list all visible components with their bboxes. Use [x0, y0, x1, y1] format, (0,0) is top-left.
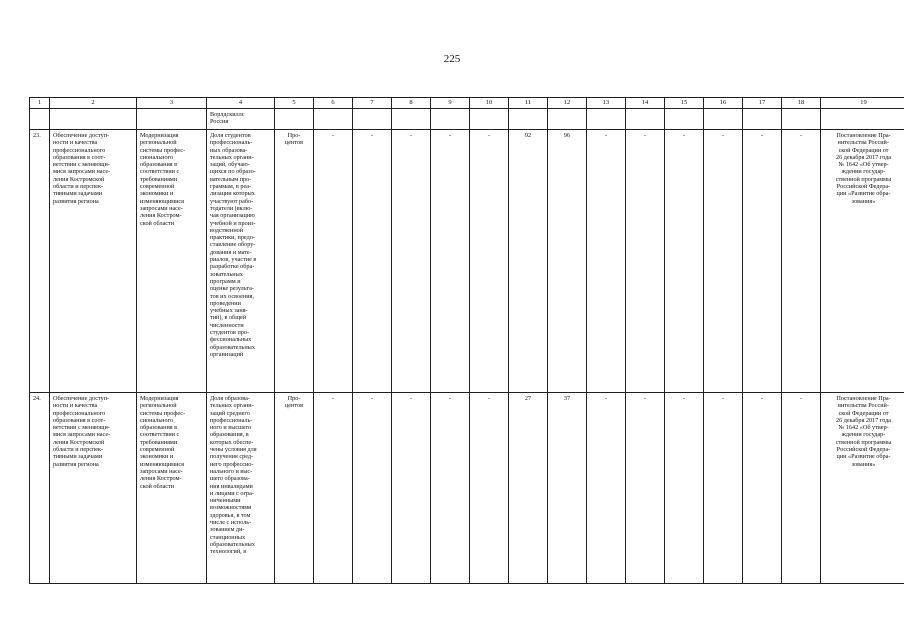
column-header: 9: [431, 98, 470, 109]
value-cell: -: [782, 393, 821, 584]
column-header: 19: [821, 98, 904, 109]
column-header: 3: [137, 98, 207, 109]
value-cell: -: [782, 130, 821, 393]
column-header: 17: [743, 98, 782, 109]
column-header: 8: [392, 98, 431, 109]
unit-cell: Про- центов: [275, 130, 314, 393]
value-cell: 27: [509, 393, 548, 584]
task-cell: Обеспечение доступ- ности и качества профессионального образования в соот- ветствии с меняющи- мися запросами насе- ления Костромской области и перспек- тивными задачами развития региона: [50, 393, 137, 584]
event-cell: Модернизация региональной системы профес- сионального образования в соответствии с требованиями современной экономики и изменяющимися запросами насе- ления Костром- ской области: [137, 130, 207, 393]
value-cell: -: [470, 130, 509, 393]
page-number: 225: [443, 53, 461, 65]
column-header: 4: [207, 98, 275, 109]
value-cell: -: [392, 393, 431, 584]
event-cell: Модернизация региональной системы профес- сионального образования в соответствии с требованиями современной экономики и изменяющимися запросами насе- ления Костром- ской области: [137, 393, 207, 584]
row-number: 23.: [30, 130, 50, 393]
value-cell: -: [665, 393, 704, 584]
table-row: [30, 393, 904, 584]
table-row: [30, 130, 904, 393]
row-number: 24.: [30, 393, 50, 584]
column-header: 5: [275, 98, 314, 109]
value-cell: -: [743, 130, 782, 393]
value-cell: -: [743, 393, 782, 584]
value-cell: 96: [548, 130, 587, 393]
column-header: 7: [353, 98, 392, 109]
table-row-continuation: [30, 109, 904, 130]
value-cell: -: [353, 130, 392, 393]
value-cell: -: [587, 130, 626, 393]
value-cell: -: [587, 393, 626, 584]
value-cell: -: [314, 393, 353, 584]
value-cell: -: [314, 130, 353, 393]
indicators-table: [29, 97, 904, 584]
value-cell: -: [470, 393, 509, 584]
value-cell: 92: [509, 130, 548, 393]
indicator-cell: Ворлдскиллс Россия: [207, 109, 275, 130]
value-cell: -: [431, 130, 470, 393]
basis-cell: Постановление Пра- вительства Россий- ской Федерации от 26 декабря 2017 года № 1642 «Об утвер- ждении государ- ственной программы Российской Федера- ции «Развитие обра- зования»: [821, 393, 904, 584]
value-cell: -: [665, 130, 704, 393]
column-header: 18: [782, 98, 821, 109]
column-header: 16: [704, 98, 743, 109]
column-header: 1: [30, 98, 50, 109]
value-cell: 37: [548, 393, 587, 584]
value-cell: -: [704, 130, 743, 393]
value-cell: -: [626, 393, 665, 584]
value-cell: -: [353, 393, 392, 584]
basis-cell: Постановление Пра- вительства Россий- ской Федерации от 26 декабря 2017 года № 1642 «Об утвер- ждении государ- ственной программы Российской Федера- ции «Развитие обра- зования»: [821, 130, 904, 393]
column-header: 12: [548, 98, 587, 109]
column-header: 13: [587, 98, 626, 109]
value-cell: -: [704, 393, 743, 584]
column-header: 15: [665, 98, 704, 109]
column-number-row: [30, 98, 904, 109]
value-cell: -: [626, 130, 665, 393]
column-header: 14: [626, 98, 665, 109]
column-header: 11: [509, 98, 548, 109]
value-cell: -: [431, 393, 470, 584]
indicator-cell: Доля студентов профессиональ- ных образова- тельных органи- заций, обучаю- щихся по образо- вательным про- граммам, в реа- лизации которых участвуют рабо- тодатели (вклю- чая организацию учебной и произ- водственной практики, предо- ставление обору- дования и мате- риалов, участие в разработке обра- зовательных программ и оценке результа- тов их освоения, проведении учебных заня- тий), в общей численности студентов про- фессиональных образовательных организаций: [207, 130, 275, 393]
column-header: 6: [314, 98, 353, 109]
task-cell: Обеспечение доступ- ности и качества профессионального образования в соот- ветствии с меняющи- мися запросами насе- ления Костромской области и перспек- тивными задачами развития региона: [50, 130, 137, 393]
column-header: 10: [470, 98, 509, 109]
column-header: 2: [50, 98, 137, 109]
indicator-cell: Доля образова- тельных органи- заций среднего профессиональ- ного и высшего образования, в которых обеспе- чены условия для получения сред- него профессио- нального и выс- шего образова- ния инвалидами и лицами с огра- ниченными возможностями здоровья, в том числе с исполь- зованием ди- станционных образовательных технологий, в: [207, 393, 275, 584]
unit-cell: Про- центов: [275, 393, 314, 584]
value-cell: -: [392, 130, 431, 393]
